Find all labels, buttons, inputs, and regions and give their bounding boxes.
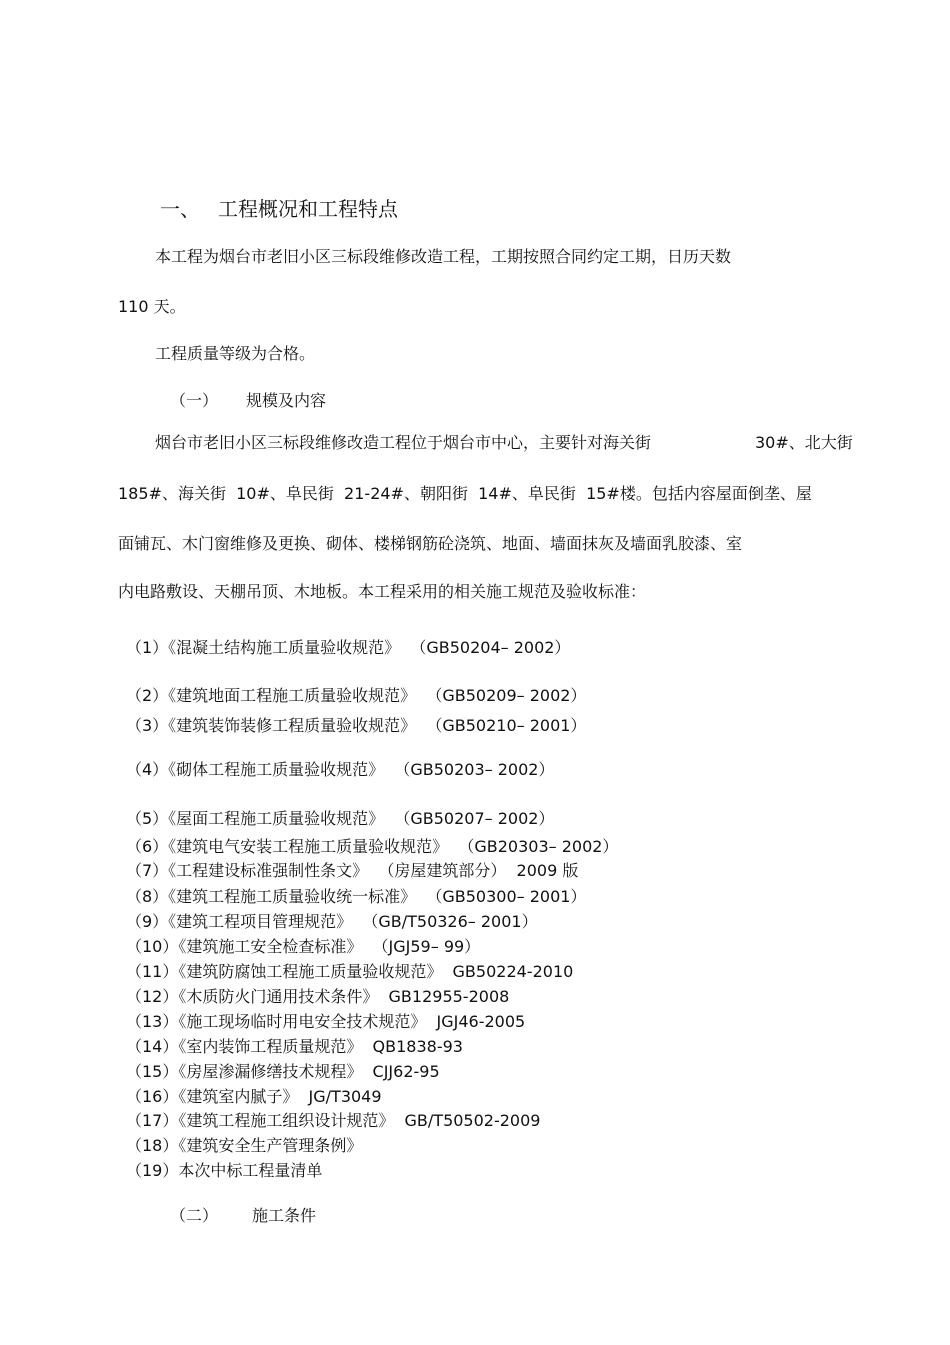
standard-item: （18）《建筑安全生产管理条例》 bbox=[126, 1136, 363, 1155]
subsection-2-title: 施工条件 bbox=[252, 1206, 317, 1225]
scope-paragraph-line-4: 内电路敷设、天棚吊顶、木地板。本工程采用的相关施工规范及验收标准： bbox=[118, 582, 647, 601]
standard-item: （7）《工程建设标准强制性条文》 （房屋建筑部分） 2009 版 bbox=[126, 861, 579, 880]
standard-item: （11）《建筑防腐蚀工程施工质量验收规范》 GB50224-2010 bbox=[126, 962, 574, 981]
subsection-1-title: 规模及内容 bbox=[246, 391, 327, 410]
standard-item: （10）《建筑施工安全检查标准》 （JGJ59– 99） bbox=[126, 937, 481, 956]
standard-item: （5）《屋面工程施工质量验收规范》 （GB50207– 2002） bbox=[126, 809, 555, 828]
section-heading-title: 工程概况和工程特点 bbox=[218, 197, 398, 221]
intro-paragraph-line-2: 110 天。 bbox=[118, 297, 186, 316]
section-heading-number: 一、 bbox=[160, 197, 200, 221]
quality-paragraph: 工程质量等级为合格。 bbox=[155, 344, 316, 363]
standard-item: （8）《建筑工程施工质量验收统一标准》 （GB50300– 2001） bbox=[126, 887, 587, 906]
standard-item: （16）《建筑室内腻子》 JG/T3049 bbox=[126, 1087, 382, 1106]
standard-item: （4）《砌体工程施工质量验收规范》 （GB50203– 2002） bbox=[126, 760, 555, 779]
standard-item: （2）《建筑地面工程施工质量验收规范》 （GB50209– 2002） bbox=[126, 686, 587, 705]
scope-paragraph-line-3: 面铺瓦、木门窗维修及更换、砌体、楼梯钢筋砼浇筑、地面、墙面抹灰及墙面乳胶漆、室 bbox=[118, 534, 743, 553]
standard-item: （19）本次中标工程量清单 bbox=[126, 1161, 323, 1180]
standard-item: （6）《建筑电气安装工程施工质量验收规范》 （GB20303– 2002） bbox=[126, 837, 619, 856]
subsection-1-number: （一） bbox=[170, 391, 219, 410]
standard-item: （15）《房屋渗漏修缮技术规程》 CJJ62-95 bbox=[126, 1062, 440, 1081]
standard-item: （17）《建筑工程施工组织设计规范》 GB/T50502-2009 bbox=[126, 1111, 541, 1130]
intro-paragraph-line-1: 本工程为烟台市老旧小区三标段维修改造工程，工期按照合同约定工期，日历天数 bbox=[155, 247, 732, 266]
standard-item: （14）《室内装饰工程质量规范》 QB1838-93 bbox=[126, 1037, 463, 1056]
standard-item: （1）《混凝土结构施工质量验收规范》 （GB50204– 2002） bbox=[126, 638, 571, 657]
scope-paragraph-line-1b: 30#、北大街 bbox=[755, 433, 853, 452]
scope-paragraph-line-2: 185#、海关街 10#、阜民街 21-24#、朝阳街 14#、阜民街 15#楼。包括内容屋面倒垄、屋 bbox=[118, 484, 812, 503]
scope-paragraph-line-1a: 烟台市老旧小区三标段维修改造工程位于烟台市中心，主要针对海关街 bbox=[155, 433, 652, 452]
standard-item: （3）《建筑装饰装修工程质量验收规范》 （GB50210– 2001） bbox=[126, 716, 587, 735]
standard-item: （13）《施工现场临时用电安全技术规范》 JGJ46-2005 bbox=[126, 1012, 526, 1031]
standard-item: （9）《建筑工程项目管理规范》 （GB/T50326– 2001） bbox=[126, 912, 538, 931]
standard-item: （12）《木质防火门通用技术条件》 GB12955-2008 bbox=[126, 987, 510, 1006]
subsection-2-number: （二） bbox=[170, 1206, 219, 1225]
